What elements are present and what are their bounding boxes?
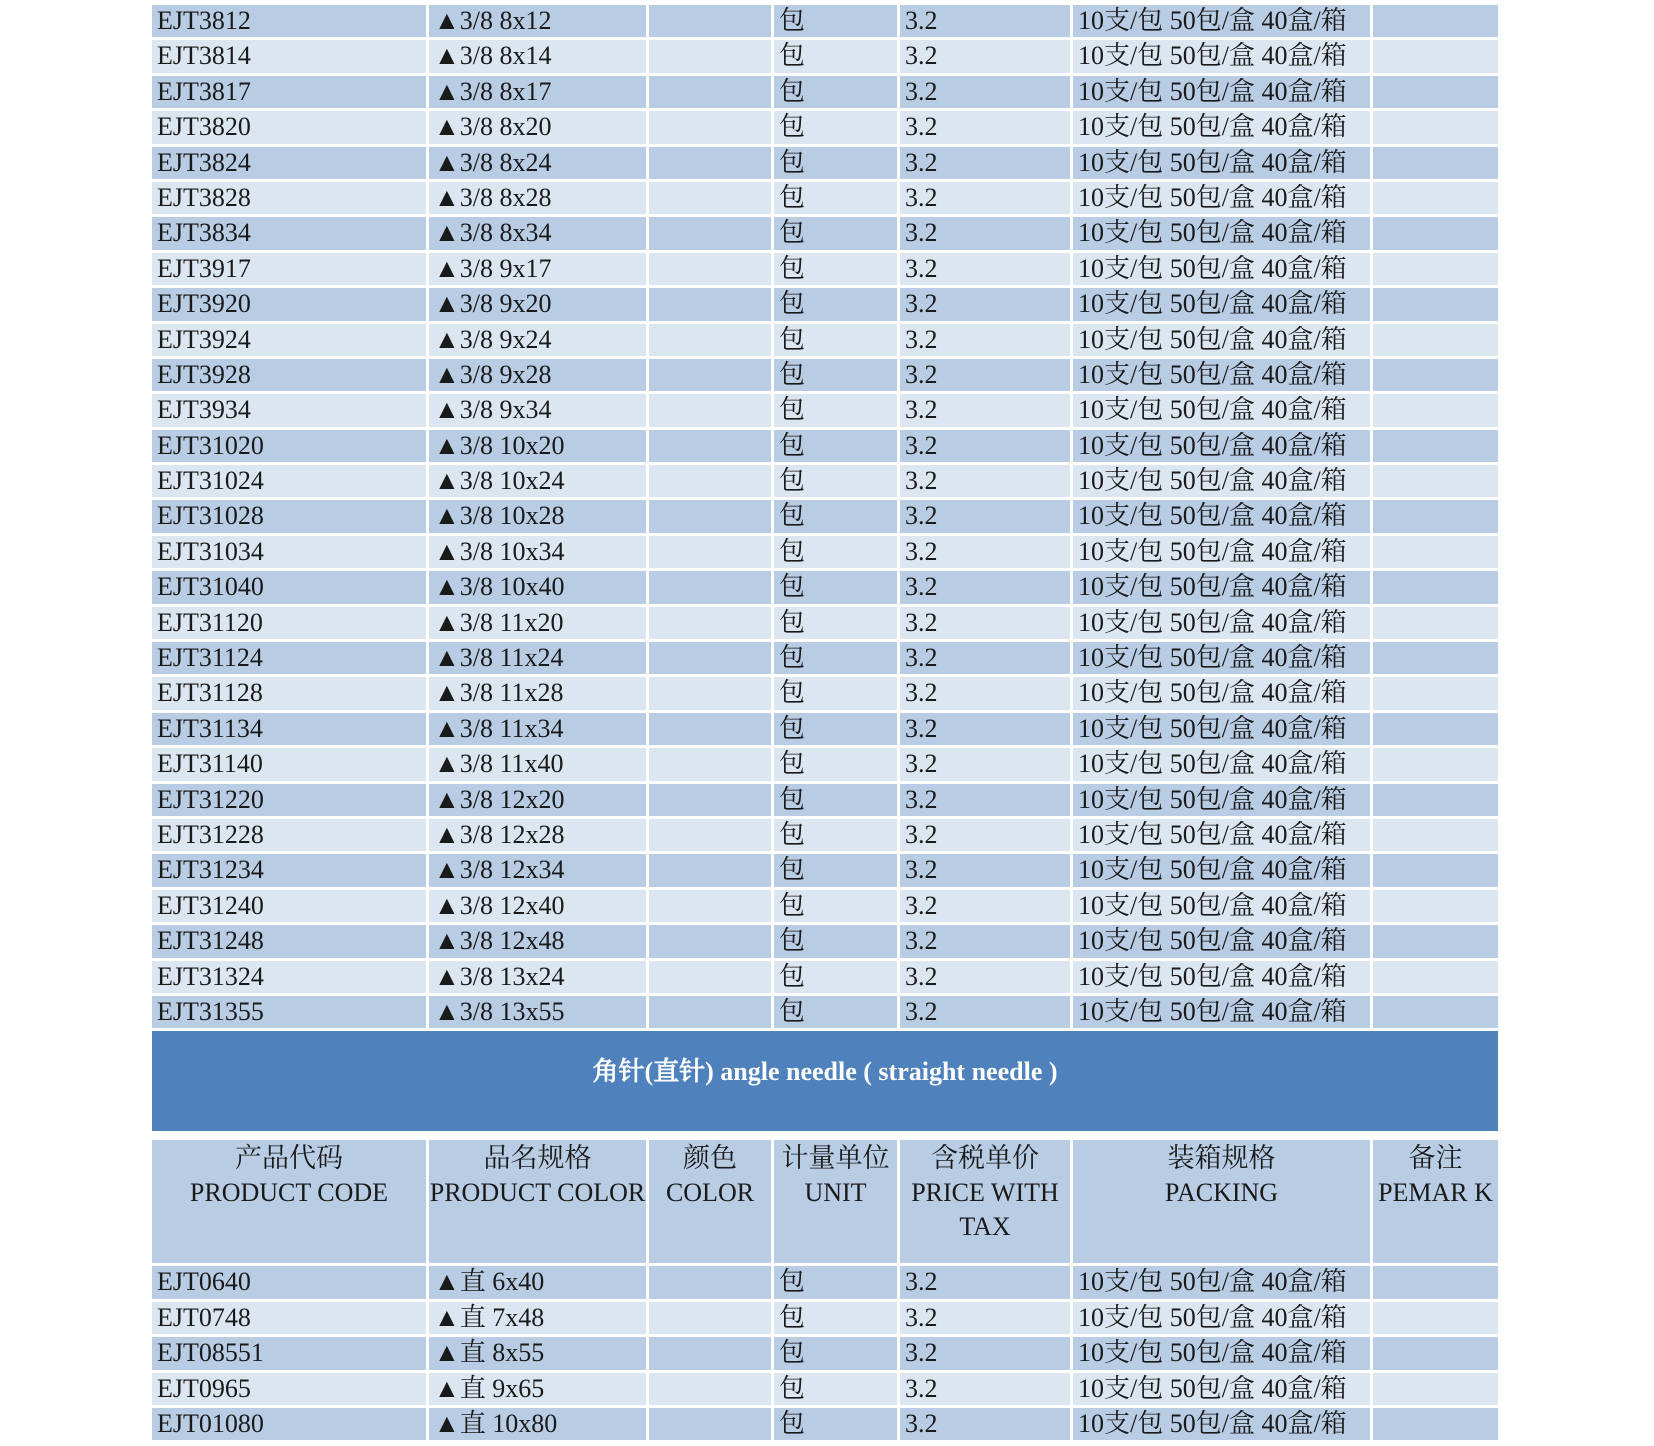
cell-packing: 10支/包 50包/盒 40盒/箱: [1073, 5, 1373, 40]
cell-price: 3.2: [900, 961, 1073, 996]
cell-remark: [1373, 890, 1498, 925]
header-product-spec-en: PRODUCT COLOR: [429, 1178, 646, 1208]
cell-color: [649, 1266, 774, 1301]
cell-code: EJT3920: [152, 288, 429, 323]
cell-spec: ▲3/8 10x40: [429, 571, 649, 606]
cell-price: 3.2: [900, 536, 1073, 571]
cell-color: [649, 571, 774, 606]
cell-unit: 包: [774, 288, 900, 323]
cell-color: [649, 854, 774, 889]
cell-spec: ▲3/8 10x20: [429, 430, 649, 465]
cell-color: [649, 359, 774, 394]
cell-packing: 10支/包 50包/盒 40盒/箱: [1073, 1408, 1373, 1443]
cell-price: 3.2: [900, 890, 1073, 925]
cell-code: EJT31248: [152, 925, 429, 960]
cell-price: 3.2: [900, 394, 1073, 429]
cell-spec: ▲3/8 13x55: [429, 996, 649, 1031]
price-sheet: [152, 5, 1498, 1443]
cell-spec: ▲3/8 12x48: [429, 925, 649, 960]
cell-price: 3.2: [900, 500, 1073, 535]
cell-packing: 10支/包 50包/盒 40盒/箱: [1073, 217, 1373, 252]
cell-code: EJT3828: [152, 182, 429, 217]
cell-remark: [1373, 819, 1498, 854]
cell-remark: [1373, 40, 1498, 75]
cell-code: EJT3820: [152, 111, 429, 146]
table-row: [152, 607, 1498, 642]
cell-spec: ▲3/8 8x14: [429, 40, 649, 75]
cell-color: [649, 1373, 774, 1408]
cell-price: 3.2: [900, 5, 1073, 40]
top-product-table: [152, 5, 1498, 1031]
table-row: [152, 1337, 1498, 1372]
cell-price: 3.2: [900, 713, 1073, 748]
cell-unit: 包: [774, 571, 900, 606]
header-unit: [774, 1140, 900, 1266]
header-color-en: COLOR: [665, 1178, 755, 1208]
cell-packing: 10支/包 50包/盒 40盒/箱: [1073, 1266, 1373, 1301]
cell-color: [649, 996, 774, 1031]
cell-remark: [1373, 288, 1498, 323]
cell-price: 3.2: [900, 430, 1073, 465]
header-product-spec-cn: 品名规格: [483, 1143, 592, 1174]
cell-price: 3.2: [900, 854, 1073, 889]
cell-packing: 10支/包 50包/盒 40盒/箱: [1073, 465, 1373, 500]
header-packing-en: PACKING: [1164, 1178, 1279, 1208]
cell-unit: 包: [774, 217, 900, 252]
cell-color: [649, 324, 774, 359]
cell-color: [649, 607, 774, 642]
cell-remark: [1373, 784, 1498, 819]
cell-remark: [1373, 854, 1498, 889]
cell-code: EJT31028: [152, 500, 429, 535]
cell-packing: 10支/包 50包/盒 40盒/箱: [1073, 288, 1373, 323]
cell-spec: ▲3/8 11x24: [429, 642, 649, 677]
cell-packing: 10支/包 50包/盒 40盒/箱: [1073, 536, 1373, 571]
cell-unit: 包: [774, 890, 900, 925]
cell-price: 3.2: [900, 1302, 1073, 1337]
cell-packing: 10支/包 50包/盒 40盒/箱: [1073, 1373, 1373, 1408]
cell-packing: 10支/包 50包/盒 40盒/箱: [1073, 713, 1373, 748]
cell-packing: 10支/包 50包/盒 40盒/箱: [1073, 854, 1373, 889]
cell-spec: ▲3/8 8x12: [429, 5, 649, 40]
cell-packing: 10支/包 50包/盒 40盒/箱: [1073, 961, 1373, 996]
table-row: [152, 996, 1498, 1031]
cell-color: [649, 677, 774, 712]
header-remark: [1373, 1140, 1498, 1266]
table-row: [152, 324, 1498, 359]
header-price-cn: 含税单价: [931, 1143, 1039, 1174]
table-row: [152, 1408, 1498, 1443]
cell-color: [649, 890, 774, 925]
table-row: [152, 465, 1498, 500]
section-title: 角针(直针) angle needle ( straight needle ): [592, 1057, 1058, 1087]
table-row: [152, 217, 1498, 252]
cell-unit: 包: [774, 1337, 900, 1372]
table-row: [152, 1302, 1498, 1337]
cell-remark: [1373, 571, 1498, 606]
cell-packing: 10支/包 50包/盒 40盒/箱: [1073, 500, 1373, 535]
cell-spec: ▲3/8 8x17: [429, 76, 649, 111]
cell-color: [649, 925, 774, 960]
cell-color: [649, 819, 774, 854]
cell-spec: ▲3/8 10x34: [429, 536, 649, 571]
cell-price: 3.2: [900, 996, 1073, 1031]
cell-code: EJT3814: [152, 40, 429, 75]
cell-unit: 包: [774, 394, 900, 429]
cell-price: 3.2: [900, 1373, 1073, 1408]
cell-code: EJT31228: [152, 819, 429, 854]
cell-remark: [1373, 925, 1498, 960]
cell-spec: ▲3/8 8x28: [429, 182, 649, 217]
cell-remark: [1373, 394, 1498, 429]
cell-unit: 包: [774, 324, 900, 359]
cell-price: 3.2: [900, 324, 1073, 359]
cell-price: 3.2: [900, 784, 1073, 819]
cell-code: EJT3834: [152, 217, 429, 252]
cell-remark: [1373, 642, 1498, 677]
cell-remark: [1373, 465, 1498, 500]
cell-unit: 包: [774, 182, 900, 217]
cell-remark: [1373, 111, 1498, 146]
table-row: [152, 182, 1498, 217]
cell-spec: ▲3/8 12x20: [429, 784, 649, 819]
cell-price: 3.2: [900, 359, 1073, 394]
cell-spec: ▲直 8x55: [429, 1337, 649, 1372]
cell-unit: 包: [774, 819, 900, 854]
table-row: [152, 359, 1498, 394]
cell-color: [649, 253, 774, 288]
table-row: [152, 784, 1498, 819]
cell-unit: 包: [774, 40, 900, 75]
cell-spec: ▲3/8 9x28: [429, 359, 649, 394]
cell-code: EJT3817: [152, 76, 429, 111]
header-unit-cn: 计量单位: [781, 1143, 890, 1174]
cell-unit: 包: [774, 961, 900, 996]
cell-remark: [1373, 1408, 1498, 1443]
cell-color: [649, 182, 774, 217]
table-row: [152, 76, 1498, 111]
cell-packing: 10支/包 50包/盒 40盒/箱: [1073, 748, 1373, 783]
cell-spec: ▲3/8 9x24: [429, 324, 649, 359]
cell-remark: [1373, 996, 1498, 1031]
cell-unit: 包: [774, 1408, 900, 1443]
cell-remark: [1373, 359, 1498, 394]
cell-remark: [1373, 607, 1498, 642]
cell-spec: ▲3/8 12x34: [429, 854, 649, 889]
cell-packing: 10支/包 50包/盒 40盒/箱: [1073, 76, 1373, 111]
cell-code: EJT3924: [152, 324, 429, 359]
cell-remark: [1373, 536, 1498, 571]
table-row: [152, 288, 1498, 323]
cell-unit: 包: [774, 5, 900, 40]
cell-code: EJT31120: [152, 607, 429, 642]
cell-remark: [1373, 147, 1498, 182]
section-banner: [152, 1031, 1498, 1131]
cell-price: 3.2: [900, 147, 1073, 182]
cell-color: [649, 961, 774, 996]
cell-code: EJT31220: [152, 784, 429, 819]
cell-color: [649, 713, 774, 748]
table-row: [152, 677, 1498, 712]
table-row: [152, 147, 1498, 182]
cell-packing: 10支/包 50包/盒 40盒/箱: [1073, 571, 1373, 606]
cell-packing: 10支/包 50包/盒 40盒/箱: [1073, 642, 1373, 677]
cell-code: EJT01080: [152, 1408, 429, 1443]
cell-price: 3.2: [900, 40, 1073, 75]
cell-packing: 10支/包 50包/盒 40盒/箱: [1073, 111, 1373, 146]
cell-price: 3.2: [900, 217, 1073, 252]
header-product-code-cn: 产品代码: [235, 1143, 343, 1174]
cell-unit: 包: [774, 607, 900, 642]
cell-unit: 包: [774, 536, 900, 571]
cell-packing: 10支/包 50包/盒 40盒/箱: [1073, 40, 1373, 75]
cell-price: 3.2: [900, 111, 1073, 146]
cell-unit: 包: [774, 1302, 900, 1337]
table-row: [152, 748, 1498, 783]
cell-color: [649, 1408, 774, 1443]
table-row: [152, 500, 1498, 535]
cell-code: EJT3824: [152, 147, 429, 182]
cell-packing: 10支/包 50包/盒 40盒/箱: [1073, 607, 1373, 642]
cell-color: [649, 217, 774, 252]
cell-price: 3.2: [900, 182, 1073, 217]
cell-code: EJT31355: [152, 996, 429, 1031]
table-row: [152, 111, 1498, 146]
cell-color: [649, 500, 774, 535]
cell-code: EJT3812: [152, 5, 429, 40]
cell-price: 3.2: [900, 253, 1073, 288]
cell-unit: 包: [774, 76, 900, 111]
cell-packing: 10支/包 50包/盒 40盒/箱: [1073, 1302, 1373, 1337]
cell-color: [649, 642, 774, 677]
cell-packing: 10支/包 50包/盒 40盒/箱: [1073, 182, 1373, 217]
cell-remark: [1373, 430, 1498, 465]
cell-remark: [1373, 677, 1498, 712]
cell-unit: 包: [774, 748, 900, 783]
cell-packing: 10支/包 50包/盒 40盒/箱: [1073, 890, 1373, 925]
cell-spec: ▲3/8 8x24: [429, 147, 649, 182]
cell-remark: [1373, 713, 1498, 748]
cell-code: EJT3917: [152, 253, 429, 288]
table-row: [152, 854, 1498, 889]
header-remark-en: PEMAR K: [1378, 1178, 1493, 1208]
cell-code: EJT0640: [152, 1266, 429, 1301]
cell-color: [649, 40, 774, 75]
cell-spec: ▲3/8 11x28: [429, 677, 649, 712]
cell-remark: [1373, 253, 1498, 288]
cell-spec: ▲直 7x48: [429, 1302, 649, 1337]
cell-unit: 包: [774, 713, 900, 748]
cell-packing: 10支/包 50包/盒 40盒/箱: [1073, 359, 1373, 394]
cell-code: EJT31128: [152, 677, 429, 712]
cell-remark: [1373, 324, 1498, 359]
cell-spec: ▲3/8 12x28: [429, 819, 649, 854]
cell-unit: 包: [774, 854, 900, 889]
cell-unit: 包: [774, 253, 900, 288]
cell-remark: [1373, 500, 1498, 535]
header-color-cn: 颜色: [683, 1143, 737, 1174]
cell-color: [649, 111, 774, 146]
cell-code: EJT3928: [152, 359, 429, 394]
cell-color: [649, 430, 774, 465]
table-row: [152, 394, 1498, 429]
cell-packing: 10支/包 50包/盒 40盒/箱: [1073, 430, 1373, 465]
table-header-row: [152, 1140, 1498, 1266]
cell-spec: ▲3/8 10x28: [429, 500, 649, 535]
header-unit-en: UNIT: [804, 1178, 867, 1208]
cell-packing: 10支/包 50包/盒 40盒/箱: [1073, 394, 1373, 429]
cell-price: 3.2: [900, 677, 1073, 712]
cell-price: 3.2: [900, 1266, 1073, 1301]
cell-unit: 包: [774, 1373, 900, 1408]
cell-spec: ▲3/8 11x20: [429, 607, 649, 642]
cell-code: EJT31024: [152, 465, 429, 500]
table-row: [152, 713, 1498, 748]
cell-unit: 包: [774, 430, 900, 465]
cell-spec: ▲3/8 8x34: [429, 217, 649, 252]
cell-unit: 包: [774, 465, 900, 500]
cell-spec: ▲直 6x40: [429, 1266, 649, 1301]
cell-code: EJT31020: [152, 430, 429, 465]
cell-remark: [1373, 182, 1498, 217]
cell-unit: 包: [774, 1266, 900, 1301]
cell-color: [649, 394, 774, 429]
header-color: [649, 1140, 774, 1266]
cell-remark: [1373, 76, 1498, 111]
cell-remark: [1373, 1373, 1498, 1408]
cell-code: EJT31234: [152, 854, 429, 889]
cell-spec: ▲3/8 9x20: [429, 288, 649, 323]
table-row: [152, 5, 1498, 40]
cell-price: 3.2: [900, 1408, 1073, 1443]
cell-packing: 10支/包 50包/盒 40盒/箱: [1073, 253, 1373, 288]
cell-price: 3.2: [900, 819, 1073, 854]
cell-unit: 包: [774, 642, 900, 677]
cell-color: [649, 76, 774, 111]
cell-price: 3.2: [900, 465, 1073, 500]
cell-color: [649, 1302, 774, 1337]
cell-code: EJT08551: [152, 1337, 429, 1372]
cell-packing: 10支/包 50包/盒 40盒/箱: [1073, 677, 1373, 712]
table-row: [152, 1373, 1498, 1408]
cell-color: [649, 784, 774, 819]
table-row: [152, 925, 1498, 960]
cell-spec: ▲3/8 9x17: [429, 253, 649, 288]
table-row: [152, 40, 1498, 75]
header-product-code: [152, 1140, 429, 1266]
table-row: [152, 571, 1498, 606]
cell-unit: 包: [774, 147, 900, 182]
cell-spec: ▲3/8 10x24: [429, 465, 649, 500]
cell-spec: ▲直 10x80: [429, 1408, 649, 1443]
header-price: [900, 1140, 1073, 1266]
cell-code: EJT31324: [152, 961, 429, 996]
cell-unit: 包: [774, 500, 900, 535]
cell-remark: [1373, 961, 1498, 996]
cell-remark: [1373, 1337, 1498, 1372]
cell-price: 3.2: [900, 1337, 1073, 1372]
cell-packing: 10支/包 50包/盒 40盒/箱: [1073, 784, 1373, 819]
table-row: [152, 890, 1498, 925]
cell-remark: [1373, 1302, 1498, 1337]
cell-unit: 包: [774, 996, 900, 1031]
cell-unit: 包: [774, 925, 900, 960]
cell-color: [649, 147, 774, 182]
cell-remark: [1373, 748, 1498, 783]
cell-packing: 10支/包 50包/盒 40盒/箱: [1073, 996, 1373, 1031]
cell-spec: ▲3/8 9x34: [429, 394, 649, 429]
cell-color: [649, 465, 774, 500]
cell-price: 3.2: [900, 288, 1073, 323]
cell-spec: ▲3/8 8x20: [429, 111, 649, 146]
bottom-product-table: [152, 1266, 1498, 1443]
cell-spec: ▲直 9x65: [429, 1373, 649, 1408]
cell-packing: 10支/包 50包/盒 40盒/箱: [1073, 925, 1373, 960]
cell-color: [649, 536, 774, 571]
cell-code: EJT0748: [152, 1302, 429, 1337]
cell-code: EJT31140: [152, 748, 429, 783]
header-price-en: PRICE WITH TAX: [911, 1178, 1059, 1242]
cell-packing: 10支/包 50包/盒 40盒/箱: [1073, 324, 1373, 359]
cell-code: EJT31134: [152, 713, 429, 748]
cell-code: EJT31124: [152, 642, 429, 677]
cell-packing: 10支/包 50包/盒 40盒/箱: [1073, 819, 1373, 854]
header-packing-cn: 装箱规格: [1167, 1143, 1276, 1174]
cell-packing: 10支/包 50包/盒 40盒/箱: [1073, 147, 1373, 182]
cell-price: 3.2: [900, 642, 1073, 677]
cell-packing: 10支/包 50包/盒 40盒/箱: [1073, 1337, 1373, 1372]
cell-code: EJT0965: [152, 1373, 429, 1408]
table-row: [152, 1266, 1498, 1301]
cell-price: 3.2: [900, 607, 1073, 642]
cell-remark: [1373, 1266, 1498, 1301]
cell-spec: ▲3/8 13x24: [429, 961, 649, 996]
cell-unit: 包: [774, 677, 900, 712]
cell-code: EJT31034: [152, 536, 429, 571]
cell-code: EJT3934: [152, 394, 429, 429]
header-product-code-en: PRODUCT CODE: [189, 1178, 389, 1208]
table-row: [152, 253, 1498, 288]
cell-remark: [1373, 217, 1498, 252]
table-row: [152, 536, 1498, 571]
cell-color: [649, 748, 774, 783]
header-remark-cn: 备注: [1408, 1143, 1463, 1174]
cell-color: [649, 5, 774, 40]
header-packing: [1073, 1140, 1373, 1266]
cell-spec: ▲3/8 12x40: [429, 890, 649, 925]
cell-remark: [1373, 5, 1498, 40]
cell-unit: 包: [774, 359, 900, 394]
cell-price: 3.2: [900, 571, 1073, 606]
cell-code: EJT31040: [152, 571, 429, 606]
table-row: [152, 961, 1498, 996]
cell-code: EJT31240: [152, 890, 429, 925]
cell-spec: ▲3/8 11x34: [429, 713, 649, 748]
table-row: [152, 642, 1498, 677]
cell-unit: 包: [774, 784, 900, 819]
cell-price: 3.2: [900, 748, 1073, 783]
table-row: [152, 430, 1498, 465]
cell-price: 3.2: [900, 925, 1073, 960]
table-row: [152, 819, 1498, 854]
cell-price: 3.2: [900, 76, 1073, 111]
header-product-spec: [429, 1140, 649, 1266]
cell-color: [649, 1337, 774, 1372]
cell-color: [649, 288, 774, 323]
cell-spec: ▲3/8 11x40: [429, 748, 649, 783]
cell-unit: 包: [774, 111, 900, 146]
